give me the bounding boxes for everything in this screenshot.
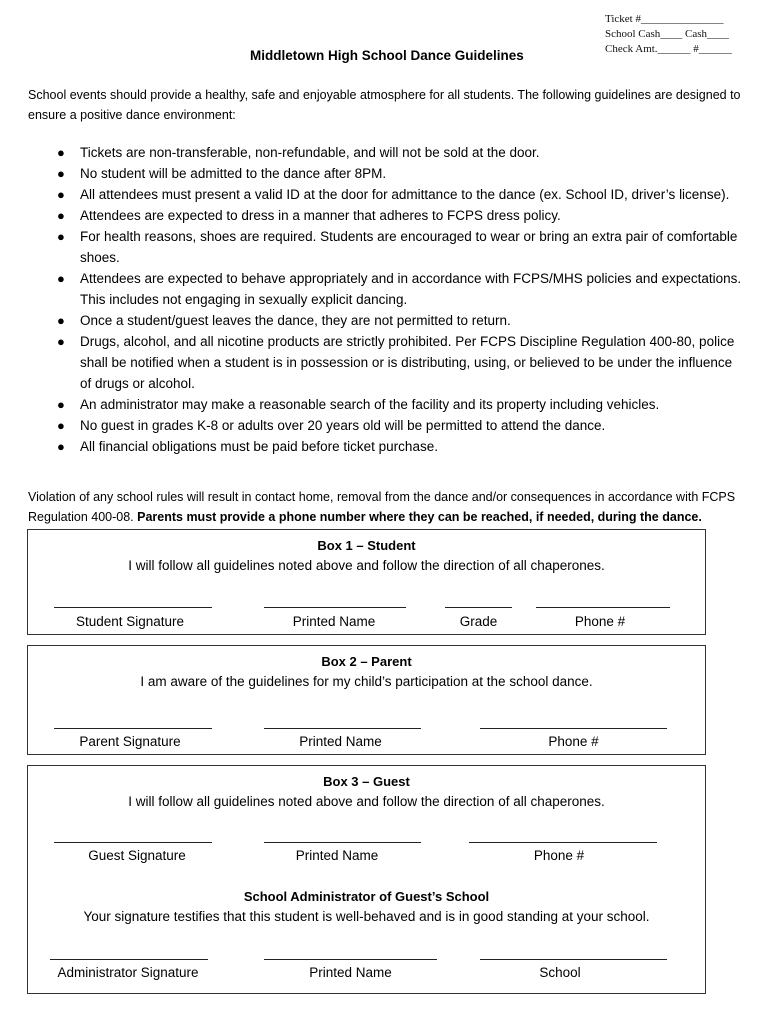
printed-name-label: Printed Name: [295, 848, 379, 863]
bullet-icon: ●: [57, 166, 65, 181]
guest-phone-field[interactable]: [469, 842, 657, 843]
check-amount-line: Check Amt.______ #______: [605, 43, 732, 55]
list-item: ● Drugs, alcohol, and all nicotine products are strictly prohibited. Per FCPS Discipline Regulation 400-80, police shall be notified when a student is in possession or is distributing, using, or believed to be under the influence of drugs or alcohol.: [0, 331, 745, 394]
list-item: ● All attendees must present a valid ID at the door for admittance to the dance (ex. School ID, driver’s license).: [0, 184, 745, 205]
grade-label: Grade: [459, 614, 498, 629]
student-signature-field[interactable]: [54, 607, 212, 608]
list-item: ● No guest in grades K-8 or adults over 20 years old will be permitted to attend the dance.: [0, 415, 745, 436]
admin-section-statement: Your signature testifies that this student is well-behaved and is in good standing at your school.: [83, 909, 650, 924]
admin-signature-label: Administrator Signature: [57, 965, 199, 980]
guest-signature-label: Guest Signature: [88, 848, 186, 863]
bullet-icon: ●: [57, 397, 65, 412]
admin-school-field[interactable]: [480, 959, 667, 960]
parent-phone-requirement: Parents must provide a phone number where they can be reached, if needed, during the dance.: [137, 510, 702, 524]
parent-box: [27, 645, 706, 755]
student-box-statement: I will follow all guidelines noted above and follow the direction of all chaperones.: [128, 558, 605, 573]
bullet-icon: ●: [57, 145, 65, 160]
student-box: [27, 529, 706, 635]
student-phone-field[interactable]: [536, 607, 670, 608]
bullet-icon: ●: [57, 313, 65, 328]
student-printed-name-field[interactable]: [264, 607, 406, 608]
parent-signature-field[interactable]: [54, 728, 212, 729]
guest-box: [27, 765, 706, 994]
student-box-title: Box 1 – Student: [317, 538, 416, 553]
list-item: ● Once a student/guest leaves the dance, they are not permitted to return.: [0, 310, 745, 331]
printed-name-label: Printed Name: [309, 965, 392, 980]
parent-phone-field[interactable]: [480, 728, 667, 729]
phone-label: Phone #: [533, 848, 585, 863]
bullet-icon: ●: [57, 271, 65, 286]
parent-signature-label: Parent Signature: [79, 734, 181, 749]
list-item: ● For health reasons, shoes are required. Students are encouraged to wear or bring an extra pair of comfortable shoes.: [0, 226, 745, 268]
admin-signature-field[interactable]: [50, 959, 208, 960]
page-title: Middletown High School Dance Guidelines: [250, 48, 524, 63]
ticket-number-line: Ticket #_______________: [605, 13, 724, 25]
payment-cash-line: School Cash____ Cash____: [605, 28, 730, 40]
ticket-info: [605, 12, 732, 57]
intro-paragraph: School events should provide a healthy, safe and enjoyable atmosphere for all students. The following guidelines are designed to ensure a positive dance environment:: [28, 88, 741, 122]
list-item: ● Tickets are non-transferable, non-refundable, and will not be sold at the door.: [0, 142, 745, 163]
parent-box-title: Box 2 – Parent: [321, 654, 412, 669]
bullet-icon: ●: [57, 439, 65, 454]
phone-label: Phone #: [574, 614, 626, 629]
bullet-icon: ●: [57, 418, 65, 433]
printed-name-label: Printed Name: [299, 734, 382, 749]
list-item: ● An administrator may make a reasonable search of the facility and its property including vehicles.: [0, 394, 745, 415]
student-grade-field[interactable]: [445, 607, 512, 608]
guest-signature-field[interactable]: [54, 842, 212, 843]
guest-box-title: Box 3 – Guest: [323, 774, 410, 789]
guest-box-statement: I will follow all guidelines noted above and follow the direction of all chaperones.: [128, 794, 605, 809]
bullet-icon: ●: [57, 229, 65, 244]
parent-printed-name-field[interactable]: [264, 728, 421, 729]
bullet-icon: ●: [57, 187, 65, 202]
bullet-icon: ●: [57, 334, 65, 349]
bullet-icon: ●: [57, 208, 65, 223]
guest-printed-name-field[interactable]: [264, 842, 421, 843]
printed-name-label: Printed Name: [292, 614, 376, 629]
admin-section-title: School Administrator of Guest’s School: [243, 889, 490, 904]
list-item: ● Attendees are expected to dress in a manner that adheres to FCPS dress policy.: [0, 205, 745, 226]
student-signature-label: Student Signature: [75, 614, 185, 629]
phone-label: Phone #: [548, 734, 599, 749]
violation-notice: Violation of any school rules will result in contact home, removal from the dance and/or consequences in accordance with FCPS Regulation 400-08. Parents must provide a phone number where they can be reached, if needed, during the dance.: [28, 490, 736, 524]
list-item: ● Attendees are expected to behave appropriately and in accordance with FCPS/MHS policies and expectations. This includes not engaging in sexually explicit dancing.: [0, 268, 745, 310]
guidelines-list: [0, 142, 745, 457]
admin-printed-name-field[interactable]: [264, 959, 437, 960]
list-item: ● No student will be admitted to the dance after 8PM.: [0, 163, 745, 184]
school-label: School: [539, 965, 581, 980]
list-item: ● All financial obligations must be paid before ticket purchase.: [0, 436, 745, 457]
parent-box-statement: I am aware of the guidelines for my child’s participation at the school dance.: [140, 674, 593, 689]
